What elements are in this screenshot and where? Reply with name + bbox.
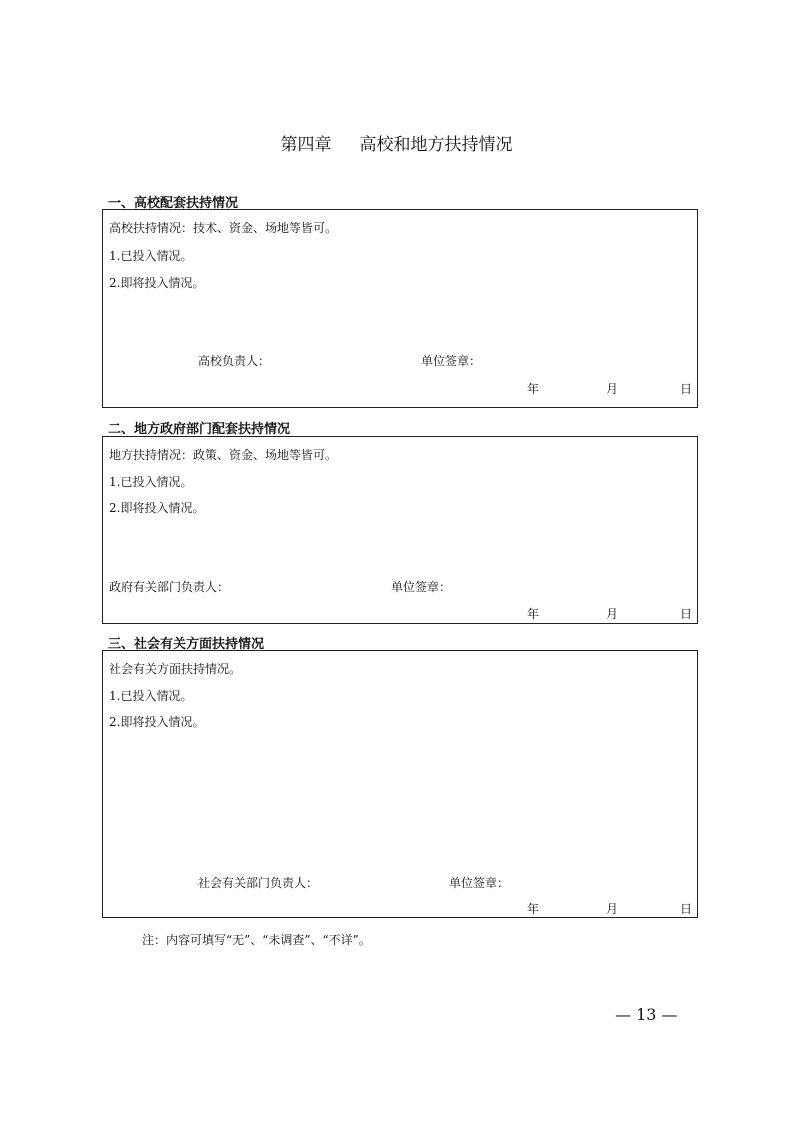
form-line: 2.即将投入情况。 (109, 501, 205, 515)
date-year: 年 (527, 382, 540, 396)
chapter-number: 第四章 (280, 135, 332, 155)
page-number: — 13 — (615, 1005, 678, 1024)
seal-label: 单位签章： (421, 354, 482, 368)
responsible-label: 社会有关部门负责人： (198, 876, 319, 890)
form-line: 2.即将投入情况。 (109, 276, 205, 290)
date-day: 日 (680, 382, 693, 396)
date-month: 月 (606, 607, 619, 621)
form-line: 1.已投入情况。 (109, 249, 193, 263)
form-line: 1.已投入情况。 (109, 689, 193, 703)
form-line: 高校扶持情况：技术、资金、场地等皆可。 (109, 221, 338, 235)
form-box (102, 436, 698, 624)
form-line: 社会有关方面扶持情况。 (109, 662, 242, 676)
date-year: 年 (527, 607, 540, 621)
page-title (0, 130, 793, 155)
footnote: 注：内容可填写“无”、“未调查”、“不详”。 (142, 933, 371, 947)
date-day: 日 (680, 607, 693, 621)
date-month: 月 (606, 382, 619, 396)
section-heading: 一、高校配套扶持情况 (108, 196, 239, 211)
section-heading: 二、地方政府部门配套扶持情况 (108, 422, 291, 437)
form-box (102, 650, 698, 918)
chapter-title: 高校和地方扶持情况 (359, 135, 513, 155)
form-line: 1.已投入情况。 (109, 475, 193, 489)
responsible-label: 高校负责人： (198, 354, 271, 368)
section-heading: 三、社会有关方面扶持情况 (108, 637, 265, 652)
date-month: 月 (606, 902, 619, 916)
date-year: 年 (527, 902, 540, 916)
form-box (102, 209, 698, 408)
seal-label: 单位签章： (449, 876, 510, 890)
seal-label: 单位签章： (391, 580, 452, 594)
form-line: 2.即将投入情况。 (109, 715, 205, 729)
form-line: 地方扶持情况：政策、资金、场地等皆可。 (109, 448, 338, 462)
date-day: 日 (680, 902, 693, 916)
responsible-label: 政府有关部门负责人： (109, 580, 230, 594)
